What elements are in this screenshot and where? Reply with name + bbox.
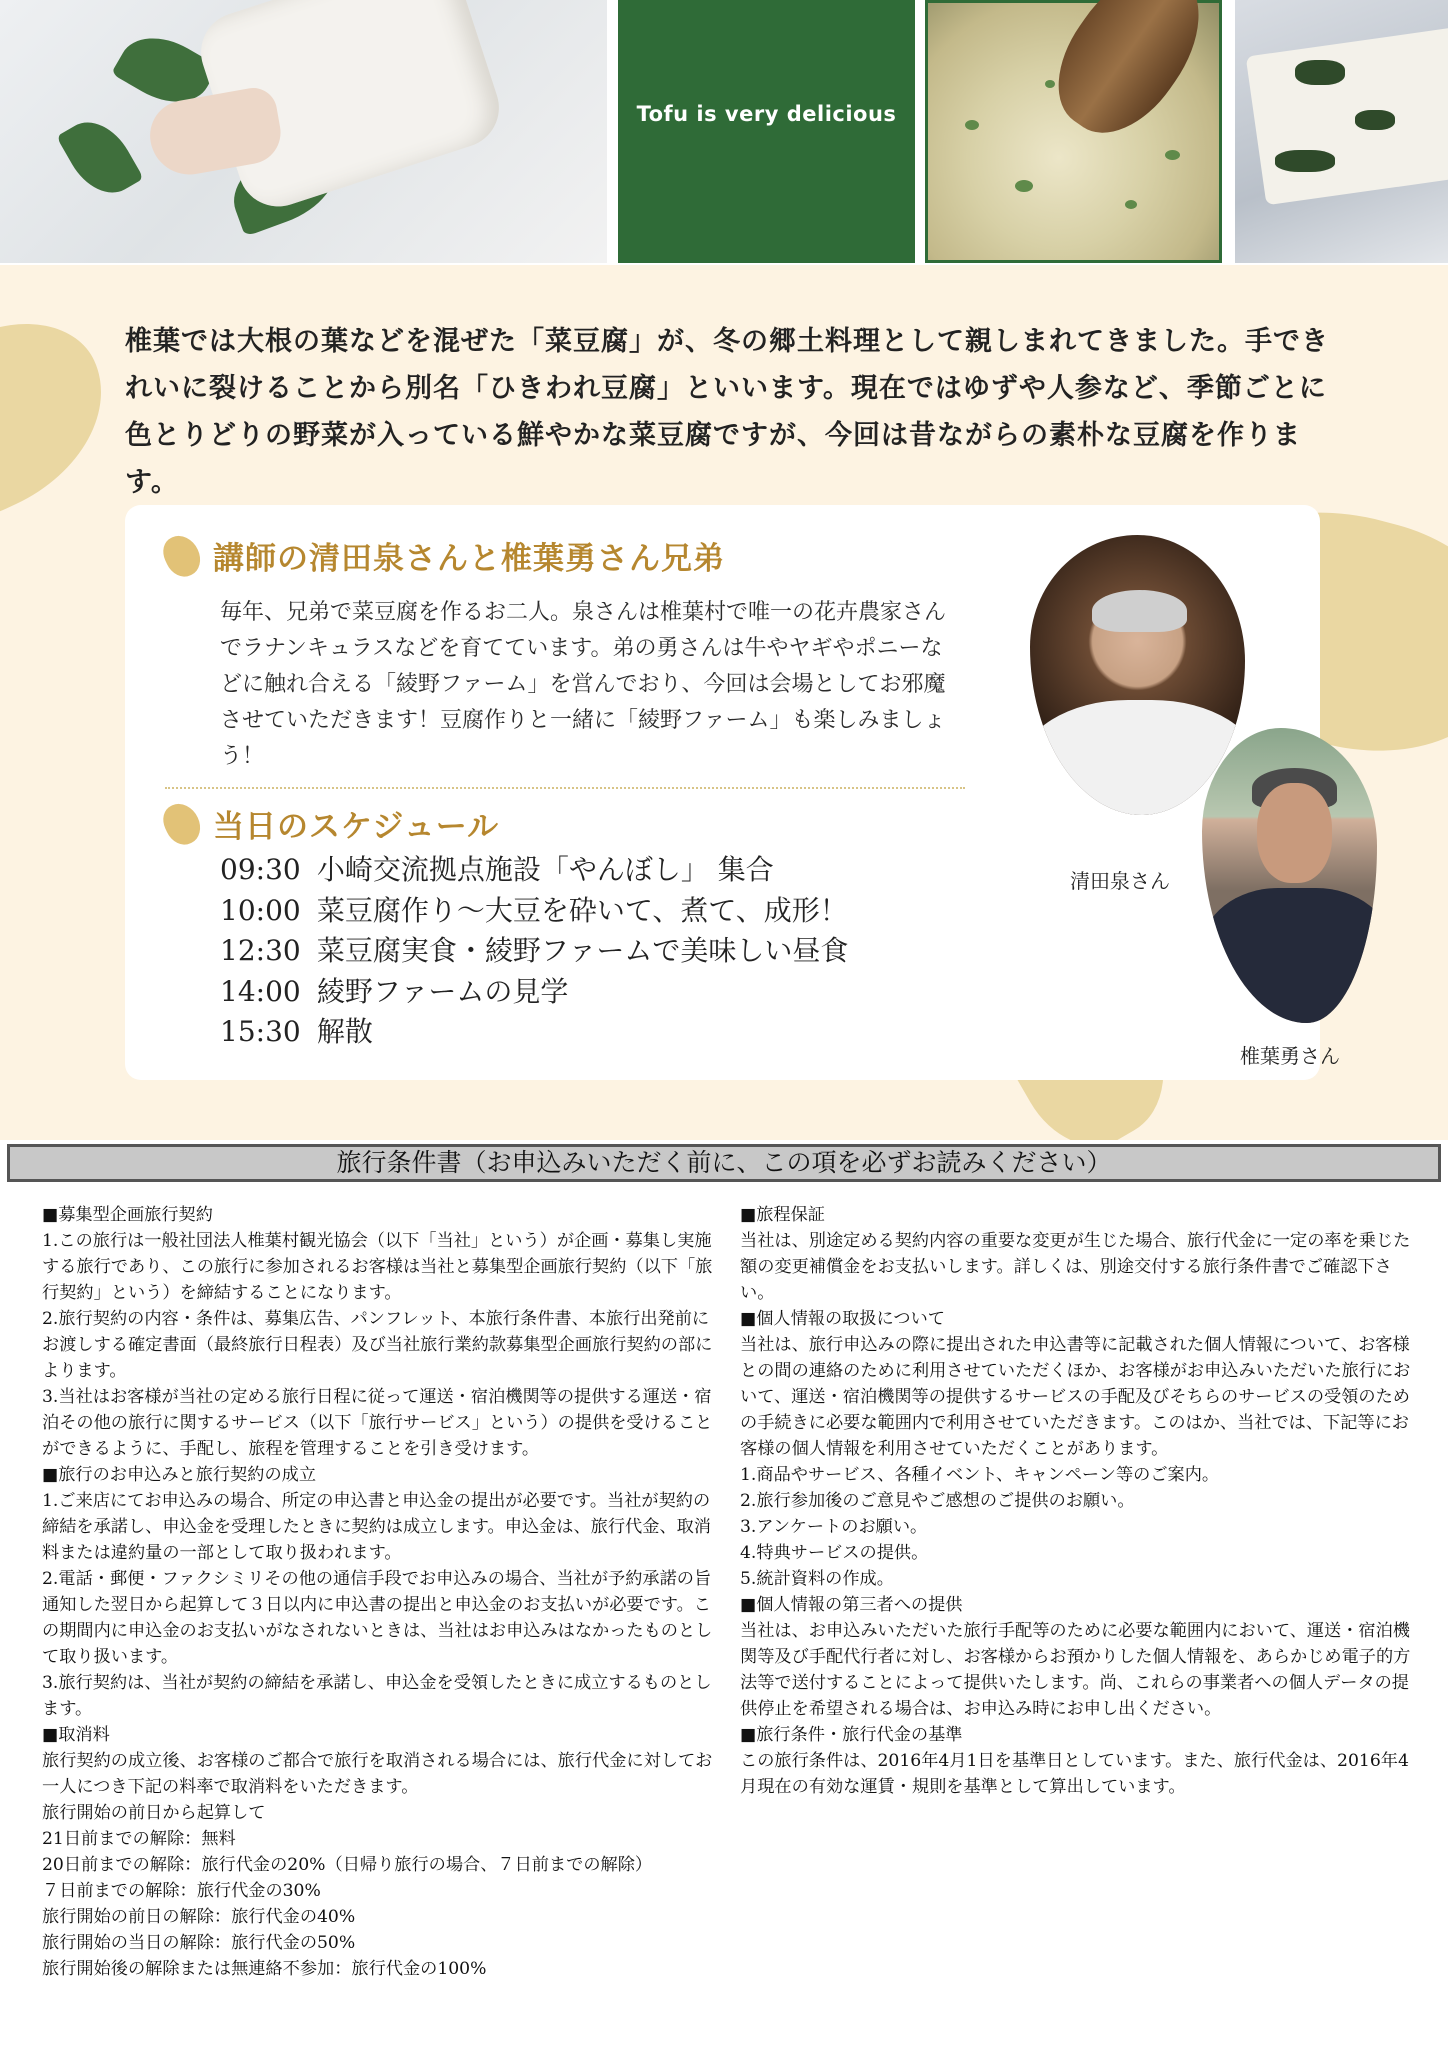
greens-speck xyxy=(1275,150,1335,172)
travel-conditions-title: 旅行条件書（お申込みいただく前に、この項を必ずお読みください） xyxy=(7,1144,1441,1182)
conditions-line: 1.この旅行は一般社団法人椎葉村観光協会（以下「当社」という）が企画・募集し実施する旅行であり、この旅行に参加されるお客様は当社と募集型企画旅行契約（以下「旅行契約」という）を締結することになります。 xyxy=(42,1231,713,1303)
schedule-text: 小崎交流拠点施設「やんぼし」 集合 xyxy=(316,853,774,886)
conditions-line: 21日前までの解除：無料 xyxy=(42,1829,236,1849)
portrait-caption-1: 清田泉さん xyxy=(1070,869,1170,893)
conditions-line: 1.ご来店にてお申込みの場合、所定の申込書と申込金の提出が必要です。当社が契約の締結を承諾し、申込金を受理したときに契約は成立します。申込金は、旅行代金、取消料または違約量の一部として取り扱われます。 xyxy=(42,1491,711,1563)
schedule-time: 15:30 xyxy=(220,1015,301,1048)
snow-greens-photo xyxy=(0,0,607,263)
conditions-line: この旅行条件は、2016年4月1日を基準日としています。また、旅行代金は、2016年4月現在の有効な運賃・規則を基準として算出しています。 xyxy=(740,1751,1409,1797)
schedule-text: 綾野ファームの見学 xyxy=(316,974,569,1008)
speck xyxy=(1015,180,1033,192)
conditions-line: 5.統計資料の作成。 xyxy=(740,1569,894,1589)
conditions-line: ■旅程保証 xyxy=(740,1205,825,1225)
panel-caption: Tofu is very delicious xyxy=(636,102,897,126)
conditions-line: 当社は、お申込みいただいた旅行手配等のために必要な範囲内において、運送・宿泊機関等及び手配代行者に対し、お客様からお預かりした個人情報を、あらかじめ電子的方法等で送付することによって提供いたします。尚、これらの事業者への個人データの提供停止を希望される場合は、お申込み時にお申し出ください。 xyxy=(740,1621,1411,1719)
conditions-line: 旅行開始の当日の解除：旅行代金の50% xyxy=(42,1933,356,1953)
schedule-time: 14:00 xyxy=(220,974,301,1008)
tofu-block-shape xyxy=(1246,25,1448,206)
instructors-heading xyxy=(165,533,725,578)
instructors-description: 毎年、兄弟で菜豆腐を作るお二人。泉さんは椎葉村で唯一の花卉農家さんでラナンキュラスなどを育てています。弟の勇さんは牛やヤギやポニーなどに触れ合える「綾野ファーム」を営んでおり、今回は会場としてお邪魔させていただきます！豆腐作りと一緒に「綾野ファーム」も楽しみましょう！ xyxy=(220,600,947,769)
conditions-line: 3.当社はお客様が当社の定める旅行日程に従って運送・宿泊機関等の提供する運送・宿泊その他の旅行に関するサービス（以下「旅行サービス」という）の提供を受けることができるように、手配し、旅程を管理することを引き受けます。 xyxy=(42,1387,713,1459)
conditions-line: ■個人情報の取扱について xyxy=(740,1309,945,1329)
conditions-line: 4.特典サービスの提供。 xyxy=(740,1543,929,1563)
section-divider xyxy=(165,787,965,789)
schedule-item xyxy=(220,850,848,891)
conditions-line: 旅行契約の成立後、お客様のご都合で旅行を取消される場合には、旅行代金に対してお一人につき下記の料率で取消料をいただきます。 xyxy=(42,1751,713,1797)
conditions-line: 当社は、別途定める契約内容の重要な変更が生じた場合、旅行代金に一定の率を乗じた額の変更補償金をお支払いします。詳しくは、別途交付する旅行条件書でご確認下さい。 xyxy=(740,1231,1411,1303)
green-title-panel xyxy=(618,0,915,263)
jacket-shape xyxy=(1202,888,1377,1023)
bean-icon xyxy=(158,530,207,582)
conditions-line: ■募集型企画旅行契約 xyxy=(42,1205,213,1225)
conditions-line: 20日前までの解除：旅行代金の20%（日帰り旅行の場合、７日前までの解除） xyxy=(42,1855,653,1875)
portrait-caption-2: 椎葉勇さん xyxy=(1240,1044,1340,1068)
face-shape xyxy=(1257,783,1332,883)
bean-icon xyxy=(158,798,207,850)
conditions-line: 2.旅行契約の内容・条件は、募集広告、パンフレット、本旅行条件書、本旅行出発前にお渡しする確定書面（最終旅行日程表）及び当社旅行業約款募集型企画旅行契約の部によります。 xyxy=(42,1309,713,1381)
schedule-time: 10:00 xyxy=(220,893,301,927)
schedule-heading xyxy=(165,801,499,846)
schedule-text: 菜豆腐作り～大豆を砕いて、煮て、成形！ xyxy=(316,893,848,927)
greens-speck xyxy=(1295,60,1345,85)
conditions-line: 3.旅行契約は、当社が契約の締結を承諾し、申込金を受領したときに成立するものとします。 xyxy=(42,1673,712,1719)
greens-speck xyxy=(1355,110,1395,130)
schedule-time: 09:30 xyxy=(220,853,301,886)
conditions-line: 旅行開始の前日から起算して xyxy=(42,1803,266,1823)
schedule-time: 12:30 xyxy=(220,934,301,967)
hair-shape xyxy=(1092,590,1187,632)
schedule-text: 解散 xyxy=(316,1015,373,1048)
conditions-line: 当社は、旅行申込みの際に提出された申込書等に記載された個人情報について、お客様との間の連絡のために利用させていただくほか、お客様がお申込みいただいた旅行において、運送・宿泊機関等の提供するサービスの手配及びそちらのサービスの受領のための手続きに必要な範囲内で利用させていただきます。このはか、当社では、下記等にお客様の個人情報を利用させていただくことがあります。 xyxy=(740,1335,1411,1459)
conditions-left-column xyxy=(42,1202,724,1982)
tofu-mash-photo xyxy=(925,0,1222,263)
leaf-shape xyxy=(56,109,144,206)
shiiba-isamu-portrait xyxy=(1202,728,1377,1023)
speck xyxy=(1045,80,1055,88)
schedule-item xyxy=(220,891,848,932)
schedule-item xyxy=(220,1012,848,1053)
schedule-text: 菜豆腐実食・綾野ファームで美味しい昼食 xyxy=(316,934,849,967)
wooden-spoon-shape xyxy=(1033,0,1222,155)
conditions-line: 1.商品やサービス、各種イベント、キャンペーン等のご案内。 xyxy=(740,1465,1220,1485)
conditions-line: 旅行開始後の解除または無連絡不参加：旅行代金の100% xyxy=(42,1959,487,1979)
schedule-item xyxy=(220,972,848,1013)
schedule-list xyxy=(220,850,848,1053)
conditions-line: 2.旅行参加後のご意見やご感想のご提供のお願い。 xyxy=(740,1491,1135,1511)
speck xyxy=(1125,200,1137,209)
conditions-right-column xyxy=(740,1202,1420,1800)
bean-decoration xyxy=(0,294,135,545)
intro-paragraph: 椎葉では大根の葉などを混ぜた「菜豆腐」が、冬の郷土料理として親しまれてきました。手できれいに裂けることから別名「ひきわれ豆腐」といいます。現在ではゆずや人参など、季節ごとに色とりどりの野菜が入っている鮮やかな菜豆腐ですが、今回は昔ながらの素朴な豆腐を作ります。 xyxy=(125,326,1329,498)
conditions-line: ■旅行のお申込みと旅行契約の成立 xyxy=(42,1465,317,1485)
speck xyxy=(965,120,979,130)
speck xyxy=(1165,150,1180,160)
conditions-line: ■取消料 xyxy=(42,1725,110,1745)
conditions-line: 旅行開始の前日の解除：旅行代金の40% xyxy=(42,1907,356,1927)
conditions-line: ■旅行条件・旅行代金の基準 xyxy=(740,1725,963,1745)
schedule-heading-text: 当日のスケジュール xyxy=(213,809,500,845)
schedule-item xyxy=(220,931,848,972)
conditions-line: ７日前までの解除：旅行代金の30% xyxy=(42,1881,321,1901)
conditions-line: ■個人情報の第三者への提供 xyxy=(740,1595,963,1615)
conditions-line: 2.電話・郵便・ファクシミリその他の通信手段でお申込みの場合、当社が予約承諾の旨通知した翌日から起算して３日以内に申込書の提出と申込金のお支払いが必要です。この期間内に申込金のお支払いがなされないときは、当社はお申込みはなかったものとして取り扱います。 xyxy=(42,1569,713,1667)
conditions-line: 3.アンケートのお願い。 xyxy=(740,1517,928,1537)
tofu-block-photo xyxy=(1235,0,1448,263)
instructors-heading-text: 講師の清田泉さんと椎葉勇さん兄弟 xyxy=(213,541,725,577)
kiyota-izumi-portrait xyxy=(1030,535,1245,815)
